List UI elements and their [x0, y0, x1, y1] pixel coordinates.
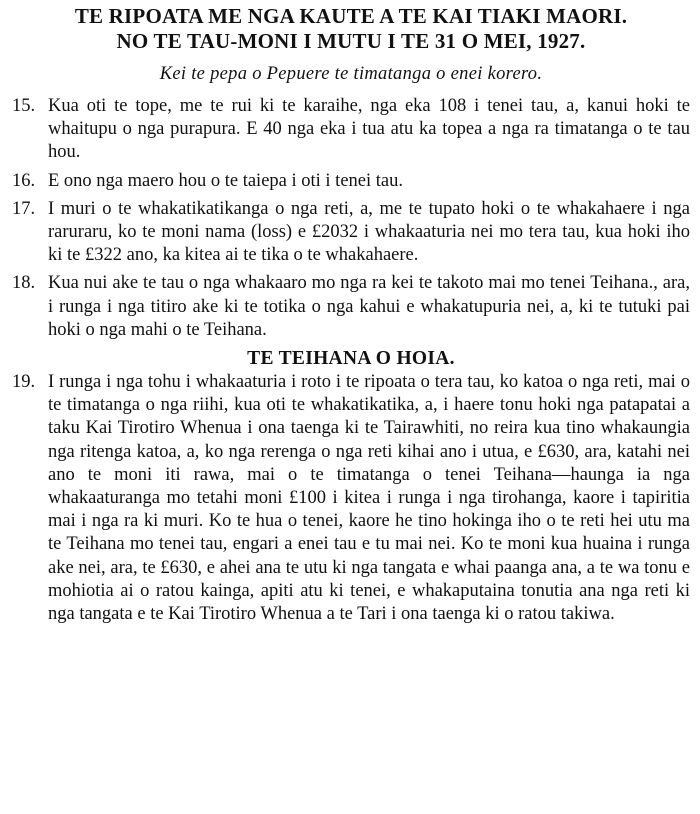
paragraph-text: I runga i nga tohu i whakaaturia i roto i te ripoata o tera tau, ko katoa o nga reti, mai o te timatanga o nga riihi, kua oti te whakatikatika, a, i haere tonu hoki nga patapatai a taku Kai Tirotiro Whenua i ona taenga ki te Tairawhiti, no reira kua tino whakaungia nga ritenga katoa, a, ko nga rerenga o nga reti kihai ano i utua, e £630, ara, katahi nei ano te moni iti rawa, mai o te timatanga o tenei Teihana—haunga ia nga whakaaturanga mo tetahi moni £100 i kitea i runga i nga tirohanga, kaore i tapiritia mai i nga ra ki muri. Ko te hua o tenei, kaore he tino hokinga iho o te reti hei utu ma te Teihana mo tenei tau, engari a enei tau e tu mai nei. Ko te moni kua huaina i runga ake nei, ara, te £630, e ahei ana te utu ki nga tangata e whai paanga ana, a te wa tonu e mohiotia ai o ratou kainga, apiti atu ki tenei, e whakaputaina tonutia ana nga reti ki nga tangata e te Kai Tirotiro Whenua a te Tari i ona taenga ki o ratou takiwa. [48, 372, 690, 625]
paragraph-text: Kua oti te tope, me te rui ki te karaihe, nga eka 108 i tenei tau, a, kanui hoki te whaitupu o nga purapura. E 40 nga eka i tua atu ka topea a nga ra timatanga o te tau hou. [48, 96, 690, 163]
paragraph-number: 18. [12, 273, 36, 294]
title-line-2: NO TE TAU-MONI I MUTU I TE 31 O MEI, 1927. [116, 29, 586, 53]
section-heading: TE TEIHANA O HOIA. [247, 348, 455, 370]
paragraph-number: 16. [12, 170, 36, 191]
paragraph-15 [12, 95, 690, 165]
paragraph-number: 17. [12, 198, 36, 219]
continuation-note: Kei te pepa o Pepuere te timatanga o enei korero. [159, 64, 543, 84]
paragraph-18 [12, 272, 690, 342]
paragraph-text: E ono nga maero hou o te taiepa i oti i tenei tau. [48, 170, 403, 191]
report-title [12, 4, 690, 54]
paragraph-19 [12, 371, 690, 626]
paragraph-16 [12, 170, 690, 193]
paragraph-number: 19. [12, 372, 36, 393]
title-line-1: TE RIPOATA ME NGA KAUTE A TE KAI TIAKI MAORI. [74, 4, 628, 28]
paragraph-text: Kua nui ake te tau o nga whakaaro mo nga ra kei te takoto mai mo tenei Teihana., ara, i runga i nga titiro ake ki te totika o nga kahui e whakatupuria nei, a, ki te tutuki pai hoki o nga mahi o te Teihana. [48, 273, 690, 340]
paragraph-number: 15. [12, 96, 36, 116]
paragraph-17 [12, 198, 690, 268]
paragraph-text: I muri o te whakatikatikanga o nga reti, a, me te tupato hoki o te whakahaere i nga raruraru, ko te moni nama (loss) e £2032 i whakaaturia nei mo tera tau, kua hoki iho ki te £322 ano, ka kitea ai te tika o te whakahaere. [48, 198, 690, 266]
